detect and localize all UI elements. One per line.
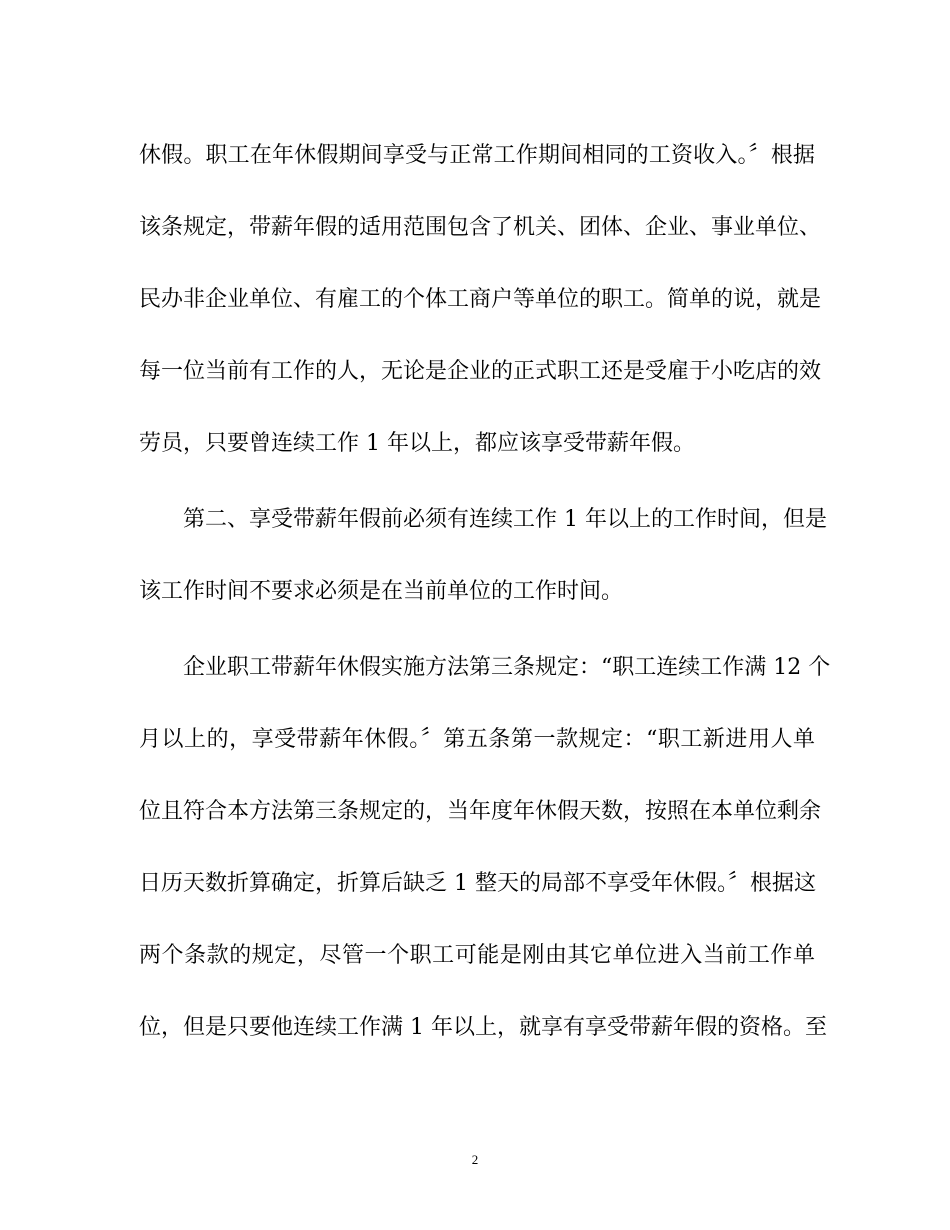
- text-line-4: 每一位当前有工作的人，无论是企业的正式职工还是受雇于小吃店的效: [139, 359, 822, 384]
- text-line-2: 该条规定，带薪年假的适用范围包含了机关、团体、企业、事业单位、: [139, 215, 822, 240]
- text-line-9: 月以上的，享受带薪年休假。〞第五条第一款规定：“职工新进用人单: [139, 727, 815, 752]
- text-line-10: 位且符合本方法第三条规定的，当年度年休假天数，按照在本单位剩余: [139, 799, 822, 824]
- text-line-1: 休假。职工在年休假期间享受与正常工作期间相同的工资收入。〞根据: [139, 143, 815, 168]
- text-line-11: 日历天数折算确定，折算后缺乏 1 整天的局部不享受年休假。〞根据这: [139, 871, 816, 896]
- text-line-13: 位，但是只要他连续工作满 1 年以上，就享有享受带薪年假的资格。至: [139, 1015, 827, 1040]
- text-line-3: 民办非企业单位、有雇工的个体工商户等单位的职工。简单的说，就是: [139, 287, 822, 312]
- page-number: 2: [471, 1152, 479, 1167]
- text-line-8: 企业职工带薪年休假实施方法第三条规定：“职工连续工作满 12 个: [183, 655, 831, 680]
- text-line-7: 该工作时间不要求必须是在当前单位的工作时间。: [139, 579, 624, 604]
- text-line-5: 劳员，只要曾连续工作 1 年以上，都应该享受带薪年假。: [139, 431, 695, 456]
- text-line-12: 两个条款的规定，尽管一个职工可能是刚由其它单位进入当前工作单: [139, 943, 815, 968]
- text-line-6: 第二、享受带薪年假前必须有连续工作 1 年以上的工作时间，但是: [183, 507, 827, 532]
